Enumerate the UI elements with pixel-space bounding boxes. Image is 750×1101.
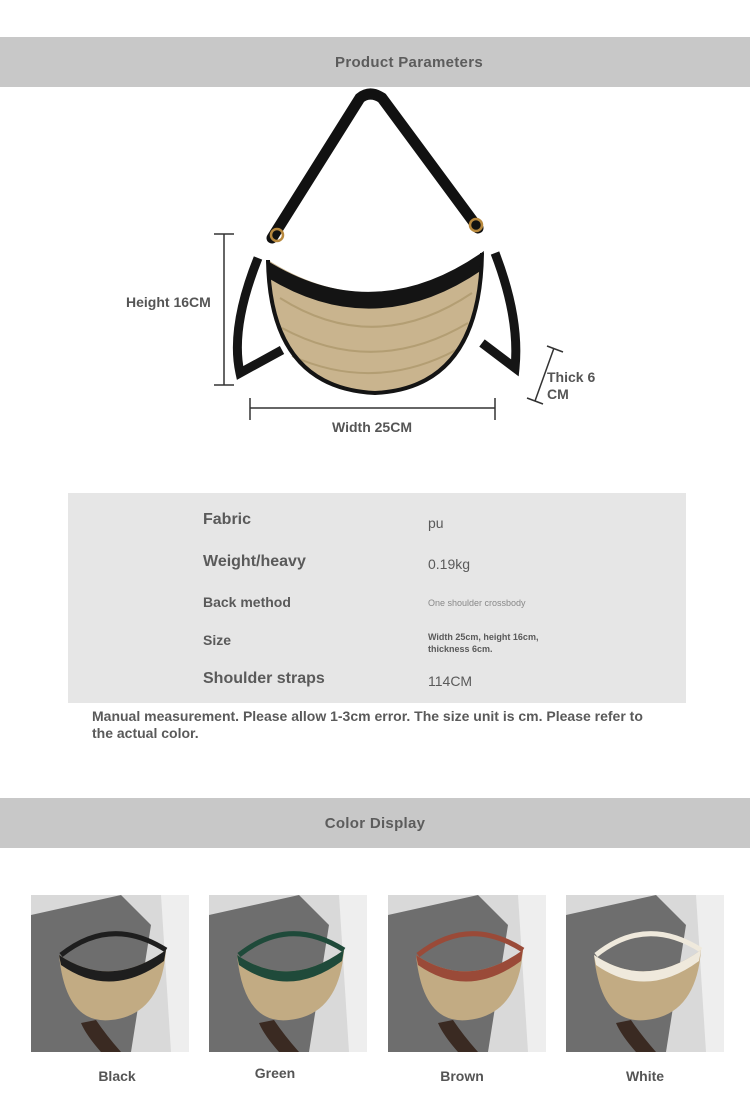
brown-bag-image bbox=[388, 895, 546, 1052]
color-label-black: Black bbox=[98, 1068, 136, 1084]
color-label-green: Green bbox=[254, 1065, 296, 1081]
color-swatch-black[interactable] bbox=[31, 895, 189, 1052]
product-parameters-title: Product Parameters bbox=[335, 53, 483, 71]
color-display-title: Color Display bbox=[324, 814, 426, 832]
thick-label: Thick 6 CM bbox=[547, 369, 596, 402]
color-swatch-brown[interactable] bbox=[388, 895, 546, 1052]
color-swatch-white[interactable] bbox=[566, 895, 724, 1052]
product-image bbox=[210, 88, 540, 408]
color-label-white: White bbox=[625, 1068, 665, 1084]
green-bag-image bbox=[209, 895, 367, 1052]
parameters-table: Fabric pu Weight/heavy 0.19kg Back method One shoulder crossbody Size Width 25cm, height 16cm, thickness 6cm. Shoulder straps 114CM bbox=[68, 493, 686, 703]
black-bag-image bbox=[31, 895, 189, 1052]
measurement-note: Manual measurement. Please allow 1-3cm error. The size unit is cm. Please refer to the actual color. bbox=[92, 708, 643, 741]
width-label: Width 25CM bbox=[332, 419, 412, 435]
color-display-banner bbox=[0, 798, 750, 848]
height-dimension-line bbox=[212, 232, 236, 388]
product-parameters-banner bbox=[0, 37, 750, 87]
color-label-brown: Brown bbox=[440, 1068, 484, 1084]
height-label: Height 16CM bbox=[126, 294, 211, 310]
white-bag-image bbox=[566, 895, 724, 1052]
color-swatch-green[interactable] bbox=[209, 895, 367, 1052]
